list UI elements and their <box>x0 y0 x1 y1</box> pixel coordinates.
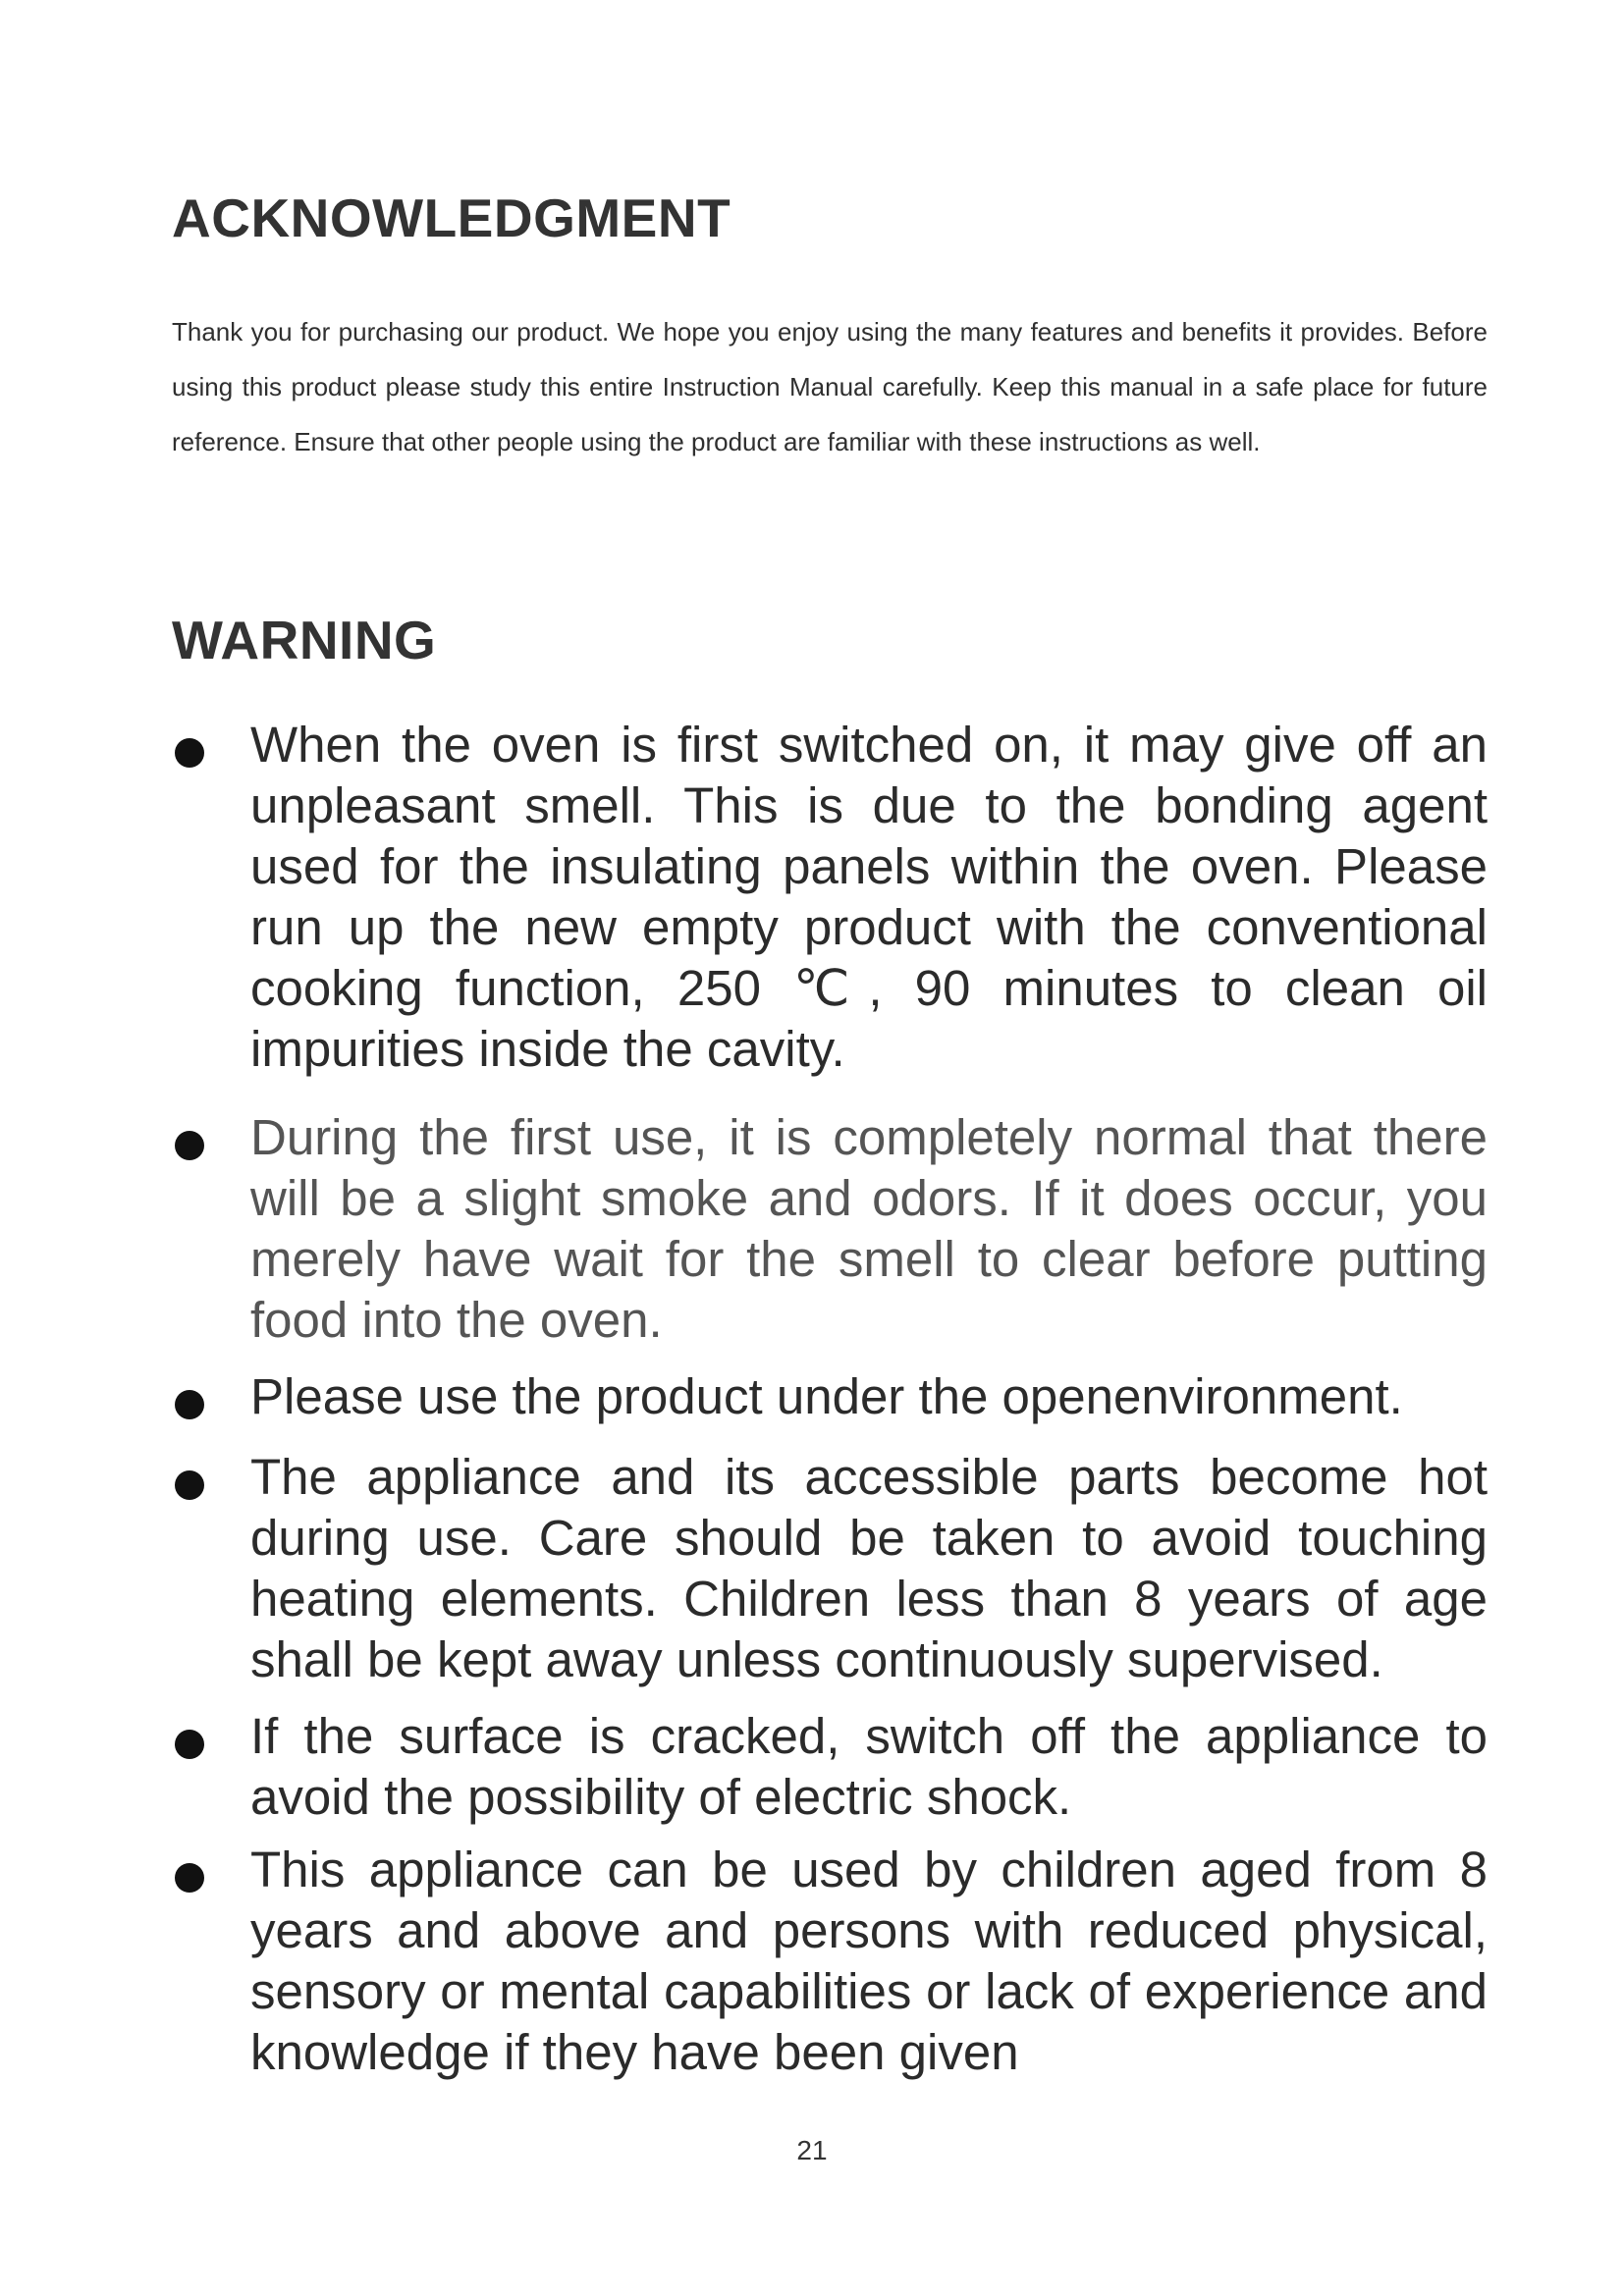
page-number: 21 <box>796 2135 828 2165</box>
acknowledgment-text: Thank you for purchasing our product. We hope you enjoy using the many features and benefits it provides. Before using this product please study this entire Instruction Manual carefully. Keep this manual in a safe place for future reference. Ensure that other people using the product are familiar with these instructions as well. <box>172 317 1488 456</box>
bullet-dot-icon <box>175 1730 204 1759</box>
warning-heading: WARNING <box>172 610 437 670</box>
acknowledgment-heading: ACKNOWLEDGMENT <box>172 187 731 248</box>
warning-item-text: When the oven is first switched on, it may give off an unpleasant smell. This is due to the bonding agent used for the insulating panels within the oven. Please run up the new empty product with the conventional cooking function, 250 ℃, 90 minutes to clean oil impurities inside the cavity. <box>250 717 1488 1077</box>
bullet-dot-icon <box>175 1470 204 1500</box>
bullet-dot-icon <box>175 1390 204 1419</box>
warning-item-text: The appliance and its accessible parts become hot during use. Care should be taken to avoid touching heating elements. Children less than 8 years of age shall be kept away unless continuously supervised. <box>250 1449 1488 1687</box>
warning-item-text: Please use the product under the openenvironment. <box>250 1368 1403 1424</box>
bullet-dot-icon <box>175 738 204 768</box>
warning-item-text: During the first use, it is completely normal that there will be a slight smoke and odors. If it does occur, you merely have wait for the smell to clear before putting food into the oven. <box>250 1109 1488 1348</box>
warning-item-text: This appliance can be used by children aged from 8 years and above and persons with reduced physical, sensory or mental capabilities or lack of experience and knowledge if they have been given <box>250 1842 1488 2080</box>
warning-item-text: If the surface is cracked, switch off the appliance to avoid the possibility of electric shock. <box>250 1708 1488 1825</box>
bullet-dot-icon <box>175 1131 204 1160</box>
bullet-dot-icon <box>175 1863 204 1893</box>
